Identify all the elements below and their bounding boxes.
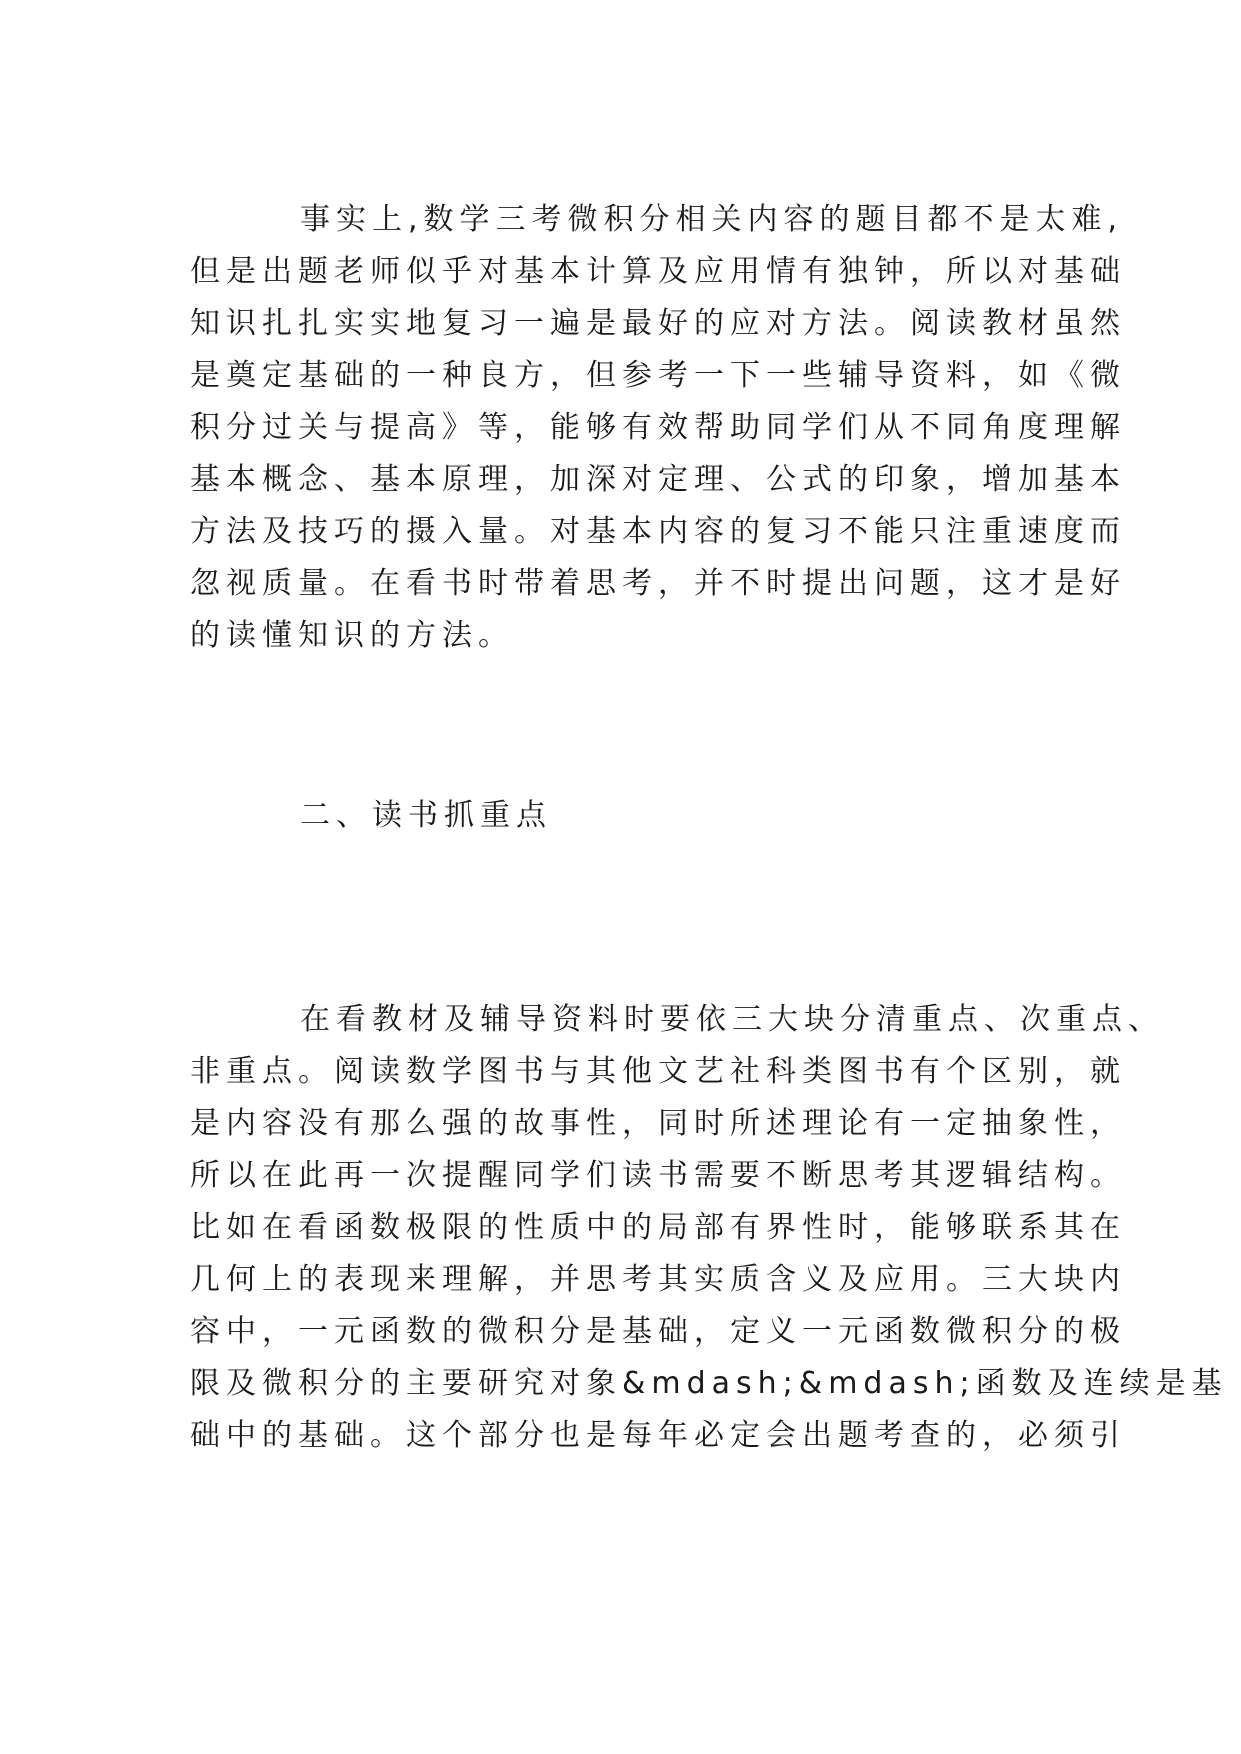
paragraph-1-line: 方法及技巧的摄入量。对基本内容的复习不能只注重速度而 (190, 514, 1126, 549)
paragraph-2-line: 所以在此再一次提醒同学们读书需要不断思考其逻辑结构。 (190, 1158, 1126, 1193)
section-heading: 二、读书抓重点 (300, 798, 552, 833)
paragraph-2-line: 比如在看函数极限的性质中的局部有界性时，能够联系其在 (190, 1210, 1126, 1245)
paragraph-1-line: 事实上,数学三考微积分相关内容的题目都不是太难, (300, 202, 1124, 237)
paragraph-1-line: 的读懂知识的方法。 (190, 618, 514, 653)
paragraph-1-line: 但是出题老师似乎对基本计算及应用情有独钟，所以对基础 (190, 254, 1126, 289)
paragraph-2-line: 非重点。阅读数学图书与其他文艺社科类图书有个区别，就 (190, 1054, 1126, 1089)
paragraph-2-line: 限及微积分的主要研究对象&mdash;&mdash;函数及连续是基 (190, 1366, 1228, 1401)
paragraph-1-line: 忽视质量。在看书时带着思考，并不时提出问题，这才是好 (190, 566, 1126, 601)
paragraph-2-line: 在看教材及辅导资料时要依三大块分清重点、次重点、 (300, 1002, 1164, 1037)
paragraph-2-line: 是内容没有那么强的故事性，同时所述理论有一定抽象性， (190, 1106, 1126, 1141)
paragraph-1-line: 是奠定基础的一种良方，但参考一下一些辅导资料，如《微 (190, 358, 1126, 393)
paragraph-1-line: 积分过关与提高》等，能够有效帮助同学们从不同角度理解 (190, 410, 1126, 445)
paragraph-1-line: 知识扎扎实实地复习一遍是最好的应对方法。阅读教材虽然 (190, 306, 1126, 341)
paragraph-2-line: 础中的基础。这个部分也是每年必定会出题考查的，必须引 (190, 1418, 1126, 1453)
paragraph-1-line: 基本概念、基本原理，加深对定理、公式的印象，增加基本 (190, 462, 1126, 497)
paragraph-2-line: 容中，一元函数的微积分是基础，定义一元函数微积分的极 (190, 1314, 1126, 1349)
paragraph-2-line: 几何上的表现来理解，并思考其实质含义及应用。三大块内 (190, 1262, 1126, 1297)
